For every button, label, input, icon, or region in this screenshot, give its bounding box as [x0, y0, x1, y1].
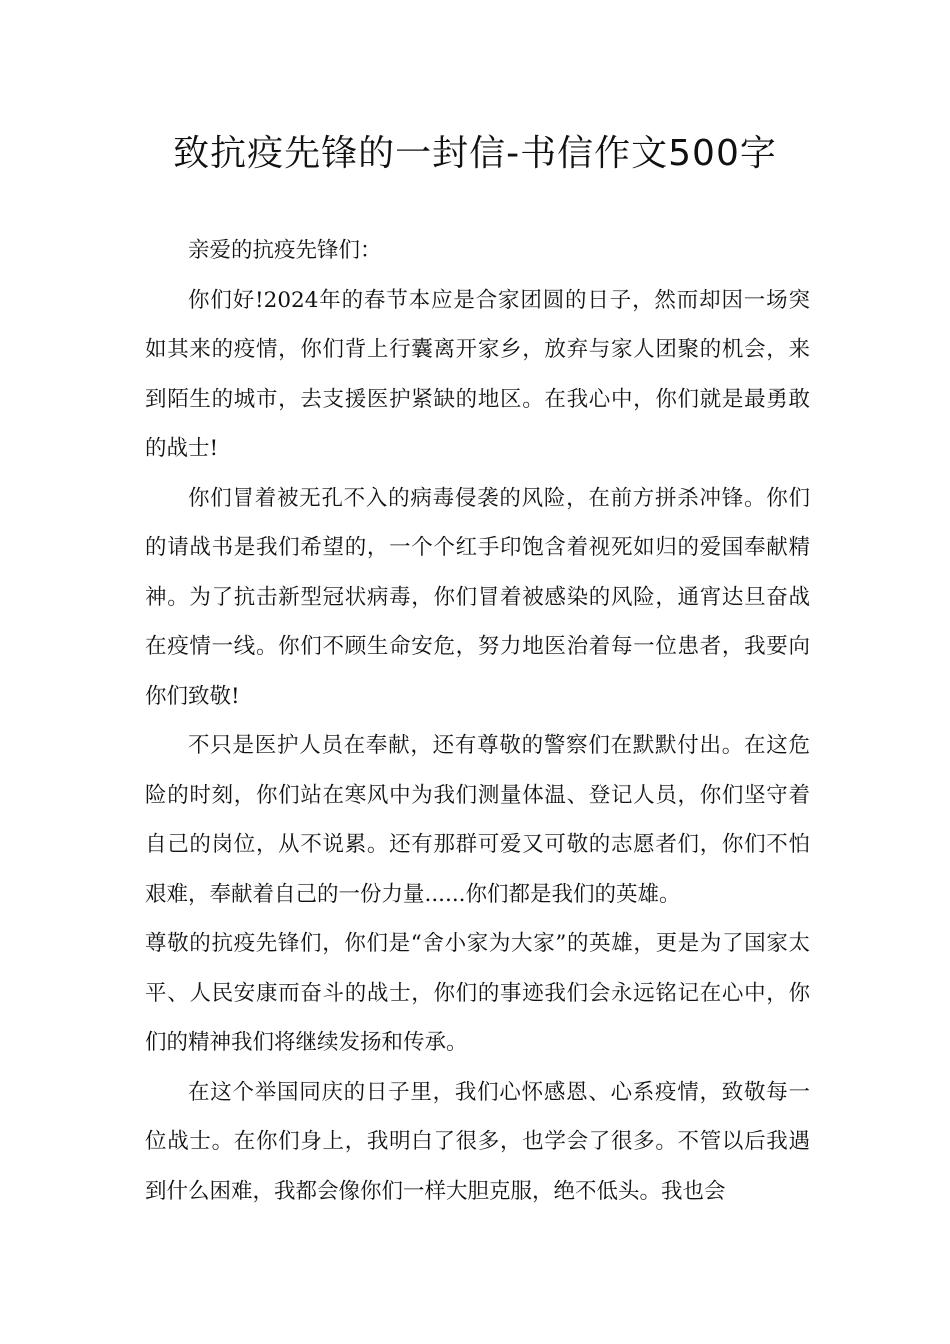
document-title: 致抗疫先锋的一封信-书信作文500字	[173, 133, 777, 174]
body-paragraph-3: 不只是医护人员在奉献，还有尊敬的警察们在默默付出。在这危险的时刻，你们站在寒风中为我们测量体温、登记人员，你们坚守着自己的岗位，从不说累。还有那群可爱又可敬的志愿者们，你们不怕艰难，奉献着自己的一份力量......你们都是我们的英雄。	[145, 733, 810, 907]
body-paragraph-1: 你们好!2024年的春节本应是合家团圆的日子，然而却因一场突如其来的疫情，你们背上行囊离开家乡，放弃与家人团聚的机会，来到陌生的城市，去支援医护紧缺的地区。在我心中，你们就是最勇敢的战士!	[145, 287, 810, 461]
body-paragraph-4: 尊敬的抗疫先锋们，你们是“舍小家为大家”的英雄，更是为了国家太平、人民安康而奋斗的战士，你们的事迹我们会永远铭记在心中，你们的精神我们将继续发扬和传承。	[145, 931, 810, 1055]
letter-body	[145, 226, 810, 1216]
body-paragraph-2: 你们冒着被无孔不入的病毒侵袭的风险，在前方拼杀冲锋。你们的请战书是我们希望的，一个个红手印饱含着视死如归的爱国奉献精神。为了抗击新型冠状病毒，你们冒着被感染的风险，通宵达旦奋战在疫情一线。你们不顾生命安危，努力地医治着每一位患者，我要向你们致敬!	[145, 485, 810, 709]
body-paragraph-5: 在这个举国同庆的日子里，我们心怀感恩、心系疫情，致敬每一位战士。在你们身上，我明白了很多，也学会了很多。不管以后我遇到什么困难，我都会像你们一样大胆克服，绝不低头。我也会	[145, 1079, 810, 1204]
salutation-paragraph: 亲爱的抗疫先锋们：	[188, 238, 382, 263]
